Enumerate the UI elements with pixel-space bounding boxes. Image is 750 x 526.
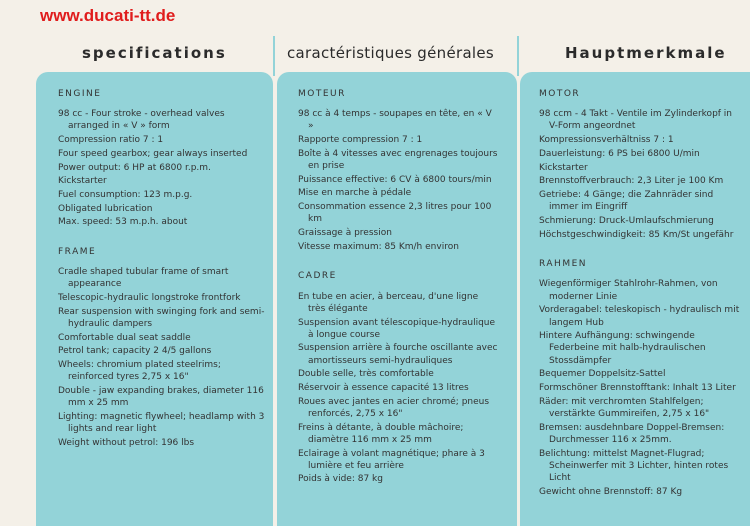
spec-item: Comfortable dual seat saddle: [58, 332, 191, 343]
spec-item: Max. speed: 53 m.p.h. about: [58, 217, 188, 228]
spec-item: Belichtung: mittelst Magnet-Flugrad; Scheinwerfer mit 3 Lichter, hinten rotes Licht: [539, 448, 729, 483]
spec-item: Graissage à pression: [298, 228, 392, 239]
spec-item: Bequemer Doppelsitz-Sattel: [539, 369, 666, 380]
spec-item: Cradle shaped tubular frame of smart appearance: [58, 267, 229, 290]
spec-item: Kickstarter: [539, 162, 588, 173]
spec-item: Wheels: chromium plated steelrims; reinforced tyres 2,75 x 16": [58, 360, 221, 383]
spec-item: Consommation essence 2,3 litres pour 100 km: [298, 202, 492, 225]
spec-item: Petrol tank; capacity 2 4/5 gallons: [58, 346, 212, 357]
spec-item: Roues avec jantes en acier chromé; pneus renforcés, 2,75 x 16": [298, 396, 490, 419]
spec-item: Vorderagabel: teleskopisch - hydraulisch mit langem Hub: [539, 305, 740, 328]
spec-item: Puissance effective: 6 CV à 6800 tours/min: [298, 174, 492, 185]
column-french: [298, 88, 498, 487]
section-heading: CADRE: [298, 271, 337, 282]
spec-item: Dauerleistung: 6 PS bei 6800 U/min: [539, 148, 700, 159]
spec-item: Rapporte compression 7 : 1: [298, 135, 423, 146]
spec-item: Suspension avant télescopique-hydraulique à longue course: [298, 317, 496, 340]
spec-item: Gewicht ohne Brennstoff: 87 Kg: [539, 486, 683, 497]
spec-item: Double - jaw expanding brakes, diameter 116 mm x 25 mm: [58, 386, 264, 409]
spec-item: Mise en marche à pédale: [298, 188, 412, 199]
spec-item: Kompressionsverhältniss 7 : 1: [539, 135, 674, 146]
column-english: [58, 88, 268, 451]
spec-item: 98 ccm - 4 Takt - Ventile im Zylinderkopf in V-Form angeordnet: [539, 109, 733, 132]
section-heading: RAHMEN: [539, 259, 587, 270]
spec-item: Rear suspension with swinging fork and semi-hydraulic dampers: [58, 306, 265, 330]
spec-item: 98 cc à 4 temps - soupapes en tête, en « V »: [298, 109, 492, 132]
spec-item: Brennstoffverbrauch: 2,3 Liter je 100 Km: [539, 176, 724, 187]
spec-item: Wiegenförmiger Stahlrohr-Rahmen, von moderner Linie: [539, 279, 718, 302]
section-gap: [298, 254, 498, 270]
title-english: specifications: [82, 44, 227, 62]
column-divider: [273, 36, 275, 76]
spec-item: Lighting: magnetic flywheel; headlamp with 3 lights and rear light: [58, 411, 265, 435]
spec-item: Power output: 6 HP at 6800 r.p.m.: [58, 162, 211, 173]
section-gap: [58, 230, 268, 246]
title-german: Hauptmerkmale: [565, 44, 727, 62]
column-german: [539, 88, 743, 499]
title-french: caractéristiques générales: [287, 44, 495, 62]
spec-item: Obligated lubrication: [58, 203, 153, 214]
spec-item: Höchstgeschwindigkeit: 85 Km/St ungefähr: [539, 229, 734, 240]
spec-item: En tube en acier, à berceau, d'une ligne très élégante: [298, 291, 479, 314]
spec-item: Vitesse maximum: 85 Km/h environ: [298, 241, 459, 252]
spec-item: Bremsen: ausdehnbare Doppel-Bremsen: Durchmesser 116 x 25mm.: [539, 422, 725, 445]
spec-item: Double selle, très comfortable: [298, 369, 434, 380]
spec-item: Réservoir à essence capacité 13 litres: [298, 383, 469, 394]
spec-item: Räder: mit verchromten Stahlfelgen; verstärkte Gummireifen, 2,75 x 16": [539, 396, 710, 419]
spec-item: Getriebe: 4 Gänge; die Zahnräder sind immer im Eingriff: [539, 189, 714, 213]
spec-item: Hintere Aufhängung: schwingende Federbeine mit halb-hydraulischen Stossdämpfer: [539, 331, 706, 366]
section-heading: ENGINE: [58, 89, 102, 99]
spec-item: Boîte à 4 vitesses avec engrenages toujours en prise: [298, 148, 498, 172]
column-divider: [517, 36, 519, 76]
section-heading: FRAME: [58, 247, 97, 258]
site-url[interactable]: www.ducati-tt.de: [40, 6, 176, 25]
spec-item: Eclairage à volant magnétique; phare à 3 lumière et feu arrière: [298, 448, 485, 471]
spec-item: Weight without petrol: 196 lbs: [58, 437, 195, 448]
section-heading: MOTOR: [539, 89, 581, 99]
spec-item: Suspension arrière à fourche oscillante avec amortisseurs semi-hydrauliques: [298, 343, 498, 366]
spec-item: Schmierung: Druck-Umlaufschmierung: [539, 215, 714, 226]
spec-item: Telescopic-hydraulic longstroke frontfork: [58, 293, 241, 304]
section-heading: MOTEUR: [298, 89, 346, 99]
spec-item: Poids à vide: 87 kg: [298, 474, 383, 485]
spec-item: 98 cc - Four stroke - overhead valves arranged in « V » form: [58, 109, 225, 132]
spec-item: Compression ratio 7 : 1: [58, 135, 164, 146]
spec-item: Four speed gearbox; gear always inserted: [58, 148, 248, 159]
section-gap: [539, 242, 743, 258]
spec-item: Fuel consumption: 123 m.p.g.: [58, 189, 193, 200]
spec-item: Formschöner Brennstofftank: Inhalt 13 Liter: [539, 383, 736, 394]
spec-item: Kickstarter: [58, 176, 107, 187]
spec-item: Freins à détante, à double mâchoire; diamètre 116 mm x 25 mm: [298, 422, 464, 445]
